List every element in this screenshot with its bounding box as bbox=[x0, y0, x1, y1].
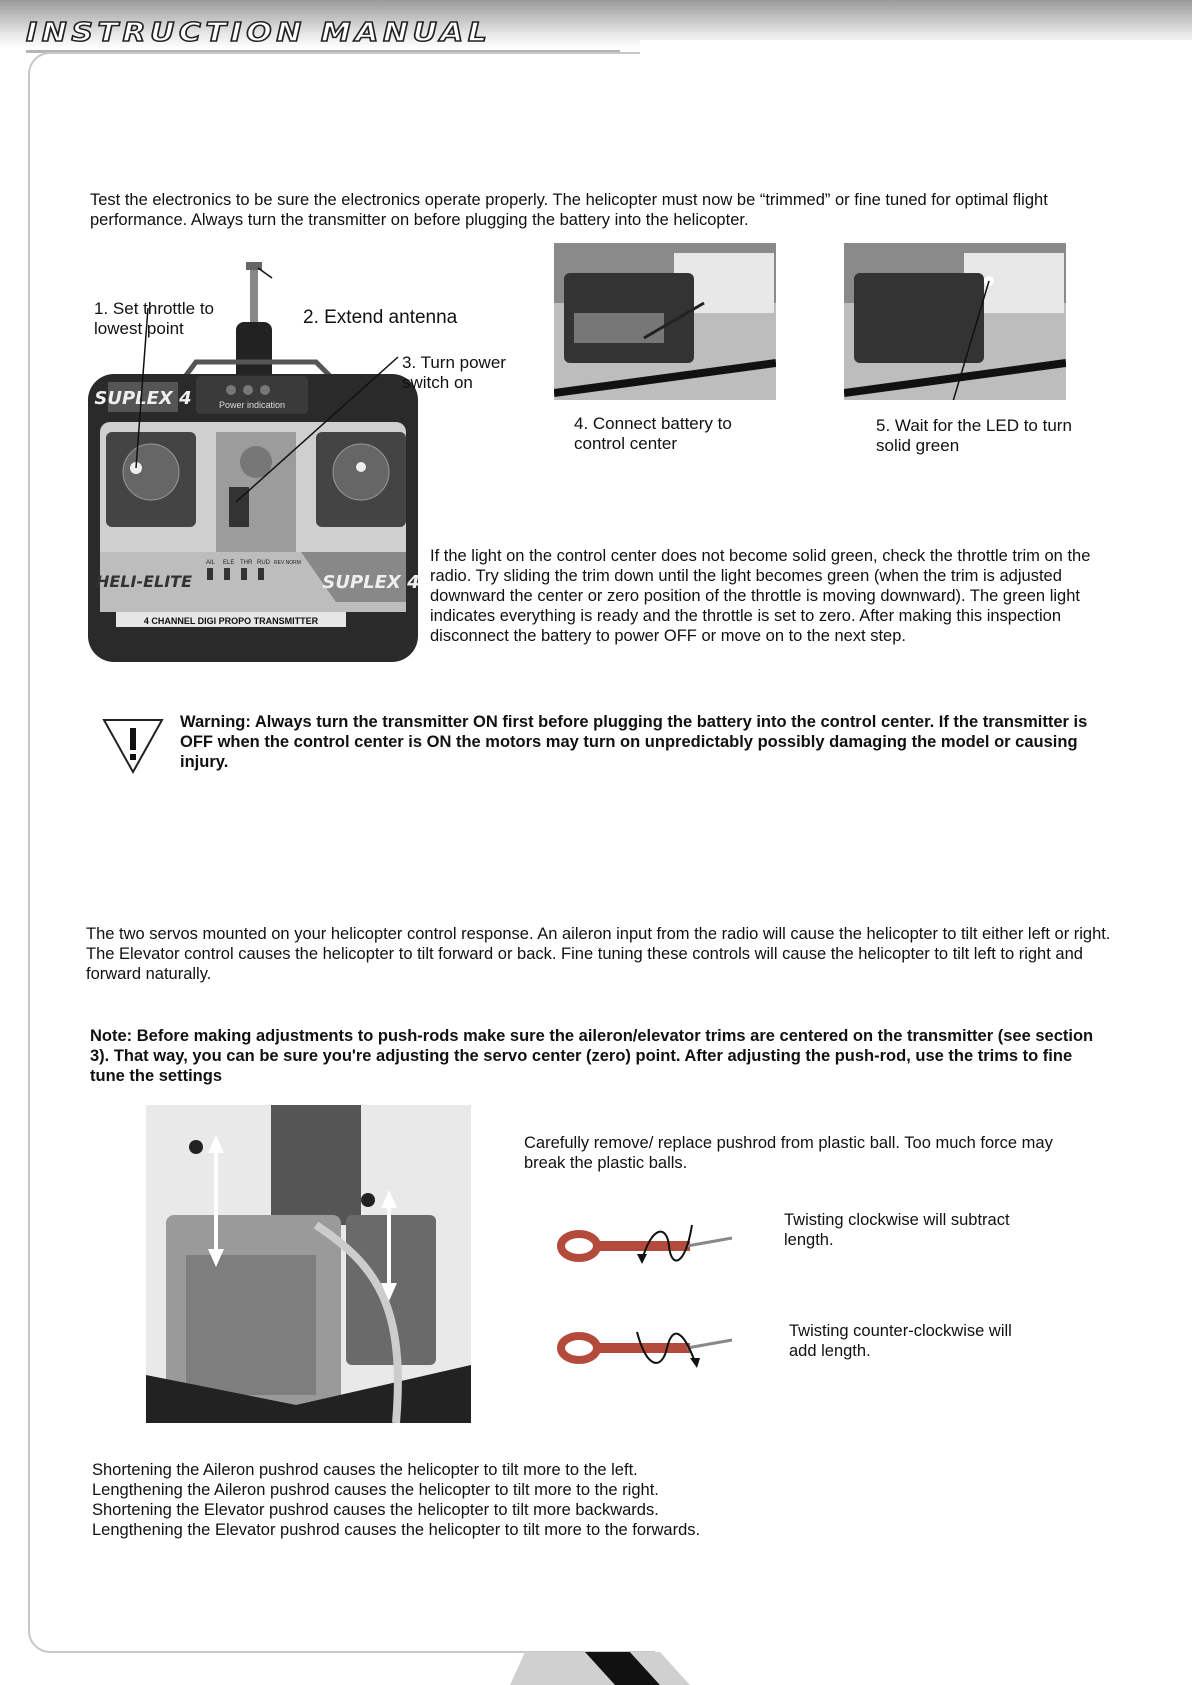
effect-line: Lengthening the Elevator pushrod causes the helicopter to tilt more to the forwards. bbox=[92, 1521, 701, 1539]
channel-label-ele: ELE bbox=[223, 560, 235, 566]
intro-paragraph: Test the electronics to be sure the electronics operate properly. The helicopter must now be “trimmed” or fine tuned for optimal flight performance. Always turn the transmitter on before plugging the battery into the helicopter. bbox=[90, 191, 1048, 229]
effect-line: Lengthening the Aileron pushrod causes the helicopter to tilt more to the right. bbox=[92, 1481, 659, 1499]
light-check-paragraph: If the light on the control center does not become solid green, check the throttle trim on the radio. Try sliding the trim down until the light becomes green (when the trim is adjusted downward the center or zero position of the throttle is moving downward). The green light indicates everything is ready and the throttle is set to zero. After making this inspection disconnect the battery to power OFF or move on to the next step. bbox=[430, 547, 1091, 645]
step-1-label: 1. Set throttle to lowest point bbox=[94, 299, 215, 338]
pushrod-effects-list bbox=[92, 1460, 992, 1540]
step-2-label: 2. Extend antenna bbox=[303, 307, 458, 328]
servo-paragraph: The two servos mounted on your helicopter control response. An aileron input from the radio will cause the helicopter to tilt either left or right. The Elevator control causes the helicopter to tilt forward or back. Fine tuning these controls will cause the helicopter to tilt left to right and forward naturally. bbox=[86, 925, 1111, 983]
transmitter-footer: 4 CHANNEL DIGI PROPO TRANSMITTER bbox=[143, 616, 319, 626]
effect-line: Shortening the Aileron pushrod causes the helicopter to tilt more to the left. bbox=[92, 1461, 638, 1479]
servo-photo bbox=[146, 1105, 471, 1423]
pushrod-clockwise-icon bbox=[557, 1220, 737, 1275]
led-photo bbox=[844, 243, 1066, 400]
pushrod-remove-text: Carefully remove/ replace pushrod from plastic ball. Too much force may break the plastic balls. bbox=[524, 1134, 1053, 1172]
step-4-label: 4. Connect battery to control center bbox=[574, 414, 732, 453]
channel-label-ail: AIL bbox=[206, 560, 216, 566]
channel-label-rud: RUD bbox=[257, 560, 270, 566]
brand-top: SUPLEX 4 bbox=[94, 388, 192, 409]
logo-text: HELI-ELITE bbox=[95, 572, 193, 591]
page-tab-graphic bbox=[510, 1652, 800, 1685]
step-5-label: 5. Wait for the LED to turn solid green bbox=[876, 416, 1072, 455]
power-indication-label: Power indication bbox=[218, 400, 286, 410]
pushrod-counterclockwise-icon bbox=[557, 1322, 737, 1377]
channel-label-thr: THR bbox=[240, 560, 253, 566]
header-title: INSTRUCTION MANUAL bbox=[26, 18, 492, 48]
counterclockwise-text: Twisting counter-clockwise will add length. bbox=[789, 1322, 1012, 1360]
brand-right: SUPLEX 4 bbox=[322, 572, 420, 593]
clockwise-text: Twisting clockwise will subtract length. bbox=[784, 1211, 1010, 1249]
warning-icon bbox=[102, 718, 164, 774]
warning-text: Warning: Always turn the transmitter ON first before plugging the battery into the control center. If the transmitter is OFF when the control center is ON the motors may turn on unpredictably possibly damaging the model or causing injury. bbox=[180, 713, 1088, 771]
step-3-label: 3. Turn power switch on bbox=[402, 353, 506, 392]
note-text: Note: Before making adjustments to push-rods make sure the aileron/elevator trims are centered on the transmitter (see section 3). That way, you can be sure you're adjusting the servo center (zero) point. After adjusting the push-rod, use the trims to fine tune the settings bbox=[90, 1027, 1094, 1085]
norm-label: REV NORM bbox=[274, 560, 301, 566]
battery-photo bbox=[554, 243, 776, 400]
effect-line: Shortening the Elevator pushrod causes the helicopter to tilt more backwards. bbox=[92, 1501, 659, 1519]
